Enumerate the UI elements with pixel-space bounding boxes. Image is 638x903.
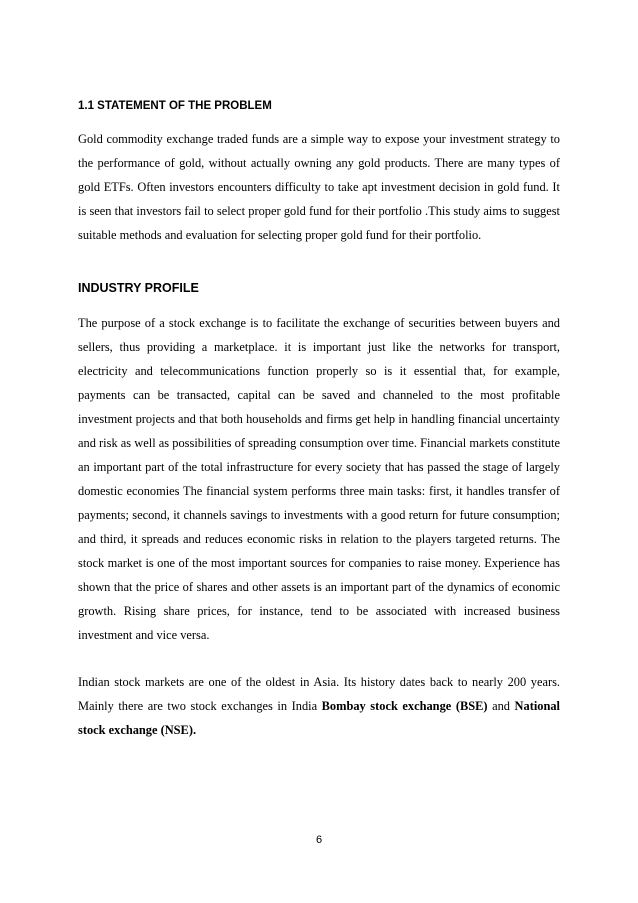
page-content — [78, 100, 560, 742]
page-number: 6 — [315, 834, 323, 846]
nse-term: National stock exchange (NSE). — [78, 699, 560, 737]
problem-statement-paragraph: Gold commodity exchange traded funds are a simple way to expose your investment strategy to the performance of gold, without actually owning any gold products. There are many types of gold ETFs. Often investors encounters difficulty to take apt investment decision in gold fund. It is seen that investors fail to select proper gold fund for their portfolio .This study aims to suggest suitable methods and evaluation for selecting proper gold fund for their portfolio. — [78, 132, 560, 242]
and-word: and — [487, 699, 515, 713]
industry-profile-paragraph-2 — [78, 670, 560, 742]
paragraph-2-text: Indian stock markets are one of the oldest in Asia. Its history dates back to nearly 200 years. Mainly there are two stock exchanges in India — [78, 675, 560, 713]
industry-profile-heading: INDUSTRY PROFILE — [78, 281, 199, 295]
bse-term: Bombay stock exchange (BSE) — [321, 699, 488, 713]
industry-profile-paragraph-1: The purpose of a stock exchange is to facilitate the exchange of securities between buyers and sellers, thus providing a marketplace. it is important just like the networks for transport, electricity and telecommunications function properly so is it essential that, for example, payments can be transacted, capital can be saved and channeled to the most profitable investment projects and that both households and firms get help in handling financial uncertainty and risk as well as possibilities of spreading consumption over time. Financial markets constitute an important part of the total infrastructure for every society that has passed the stage of largely domestic economies The financial system performs three main tasks: first, it handles transfer of payments; second, it channels savings to investments with a good return for future consumption; and third, it spreads and reduces economic risks in relation to the players targeted returns. The stock market is one of the most important sources for companies to raise money. Experience has shown that the price of shares and other assets is an important part of the dynamics of economic growth. Rising share prices, for instance, tend to be associated with increased business investment and vice versa. — [78, 316, 560, 642]
problem-statement-heading: 1.1 STATEMENT OF THE PROBLEM — [78, 100, 272, 112]
